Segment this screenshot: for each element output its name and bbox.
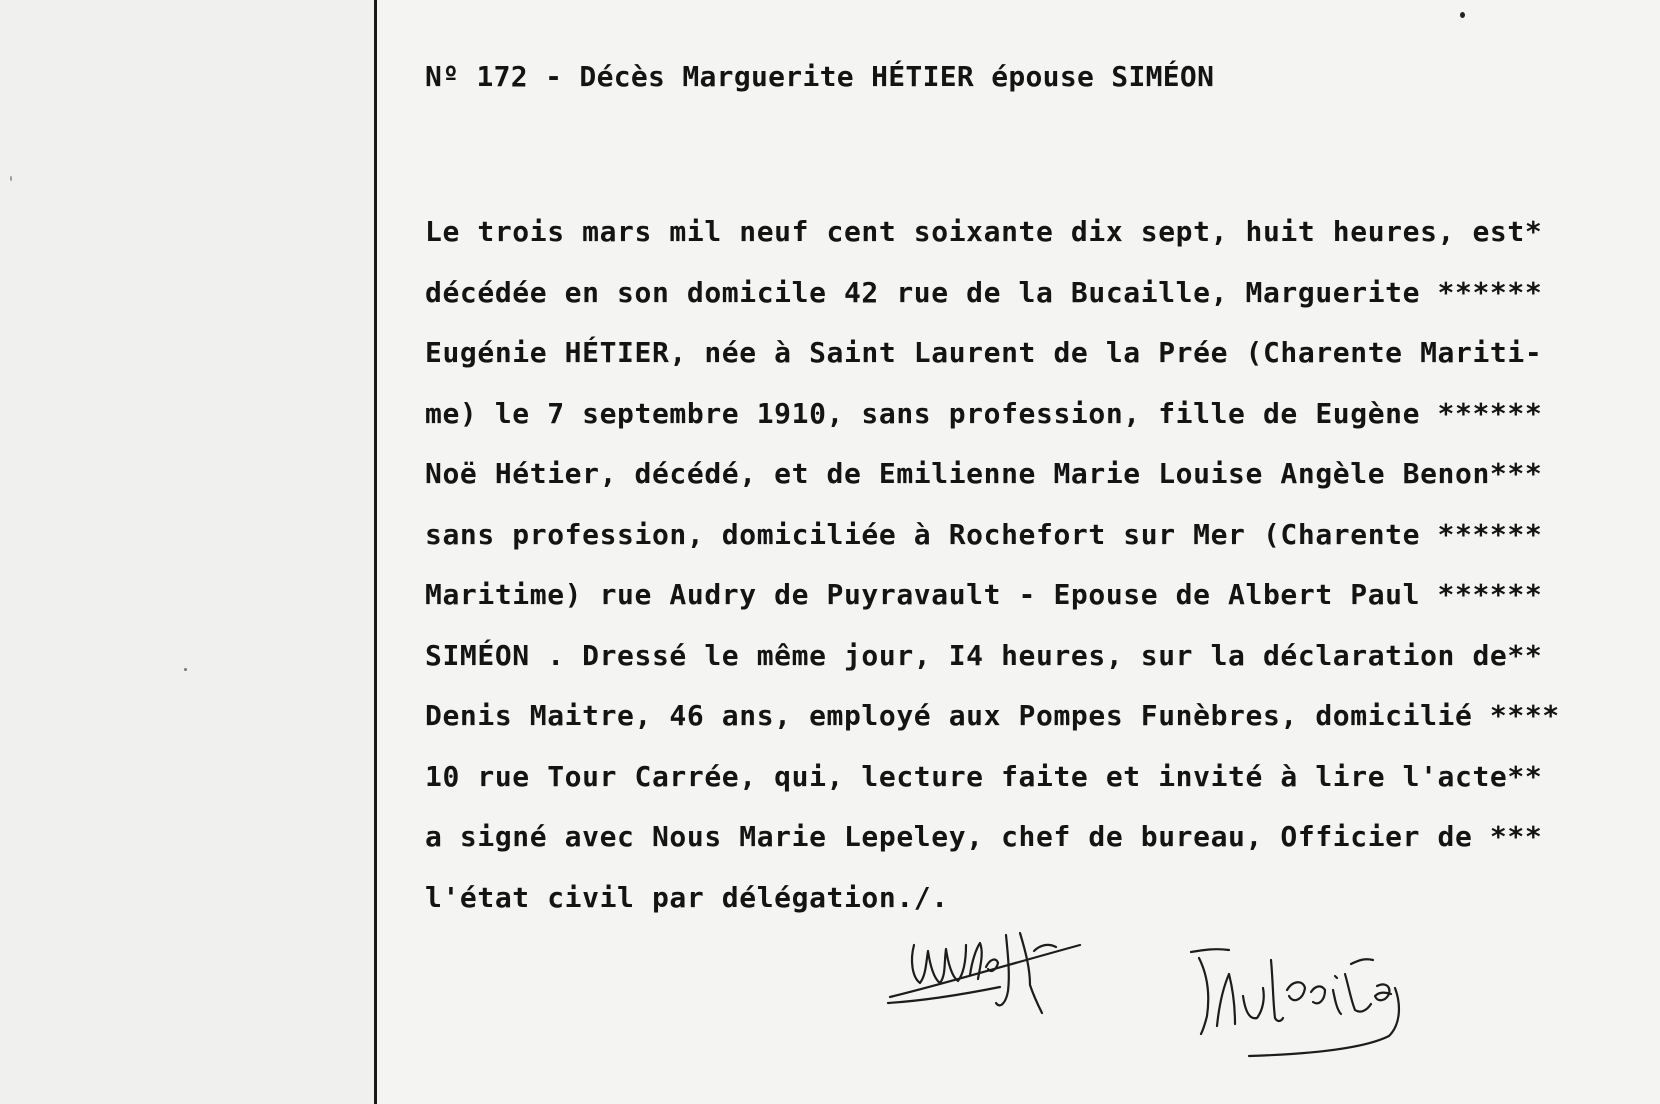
record-line: 10 rue Tour Carrée, qui, lecture faite et invité à lire l'acte** bbox=[425, 759, 1543, 793]
officer-signature bbox=[880, 905, 1090, 1025]
margin-rule-line bbox=[374, 0, 377, 1104]
record-line: a signé avec Nous Marie Lepeley, chef de bureau, Officier de *** bbox=[425, 820, 1543, 853]
record-line: me) le 7 septembre 1910, sans profession, fille de Eugène ****** bbox=[425, 396, 1543, 430]
record-line: SIMÉON . Dressé le même jour, I4 heures, sur la déclaration de** bbox=[425, 638, 1543, 672]
record-title: Nº 172 - Décès Marguerite HÉTIER épouse SIMÉON bbox=[425, 60, 1215, 93]
record-line: Maritime) rue Audry de Puyravault - Epouse de Albert Paul ****** bbox=[425, 578, 1543, 611]
record-line: Eugénie HÉTIER, née à Saint Laurent de la Prée (Charente Mariti- bbox=[425, 336, 1543, 369]
left-margin bbox=[0, 0, 376, 1104]
record-line: l'état civil par délégation./. bbox=[425, 880, 949, 914]
record-line: Le trois mars mil neuf cent soixante dix sept, huit heures, est* bbox=[425, 215, 1543, 248]
ink-speck bbox=[10, 176, 12, 181]
record-line: sans profession, domiciliée à Rochefort sur Mer (Charente ****** bbox=[425, 517, 1543, 551]
ink-speck bbox=[184, 668, 187, 671]
record-line: Denis Maitre, 46 ans, employé aux Pompes Funèbres, domicilié **** bbox=[425, 699, 1560, 732]
declarant-signature bbox=[1185, 930, 1420, 1060]
record-line: décédée en son domicile 42 rue de la Bucaille, Marguerite ****** bbox=[425, 275, 1543, 309]
record-body bbox=[425, 202, 1650, 928]
record-line: Noë Hétier, décédé, et de Emilienne Marie Louise Angèle Benon*** bbox=[425, 457, 1543, 490]
ink-speck bbox=[1460, 12, 1465, 18]
